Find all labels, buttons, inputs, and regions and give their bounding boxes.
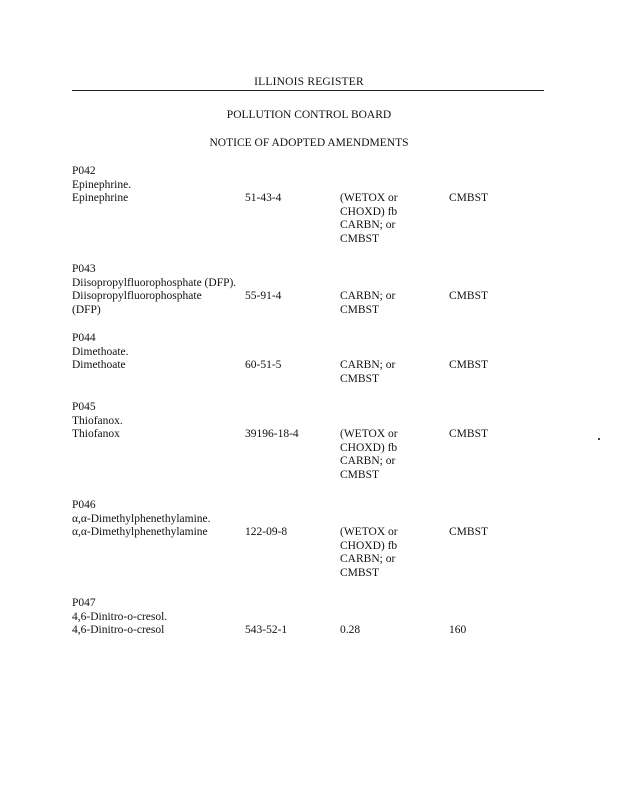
- waste-code: P044: [72, 332, 96, 344]
- constituent-row: [72, 290, 552, 316]
- waste-description: Diisopropylfluorophosphate (DFP).: [72, 276, 237, 289]
- nonwastewater-standard: CMBST: [449, 428, 488, 441]
- waste-entry: [72, 499, 552, 579]
- nonwastewater-standard: CMBST: [449, 192, 488, 205]
- wastewater-standard: (WETOX or CHOXD) fb CARBN; or CMBST: [340, 428, 398, 481]
- waste-code: P046: [72, 499, 96, 511]
- waste-description: α,α-Dimethylphenethylamine.: [72, 512, 211, 525]
- constituent-name: α,α-Dimethylphenethylamine: [72, 526, 208, 539]
- nonwastewater-standard: CMBST: [449, 359, 488, 372]
- waste-entry: [72, 165, 552, 245]
- nonwastewater-standard: 160: [449, 624, 467, 637]
- waste-description: Epinephrine.: [72, 178, 132, 191]
- waste-description: Thiofanox.: [72, 414, 123, 427]
- wastewater-standard: CARBN; or CMBST: [340, 359, 396, 385]
- constituent-row: [72, 526, 552, 579]
- constituent-name: Thiofanox: [72, 428, 120, 441]
- constituent-row: [72, 624, 552, 638]
- wastewater-standard: CARBN; or CMBST: [340, 290, 396, 316]
- wastewater-standard: 0.28: [340, 624, 361, 637]
- waste-description: 4,6-Dinitro-o-cresol.: [72, 610, 168, 623]
- cas-number: 543-52-1: [245, 624, 288, 637]
- agency-heading: POLLUTION CONTROL BOARD: [226, 109, 392, 121]
- waste-entry: [72, 332, 552, 385]
- constituent-row: [72, 428, 552, 481]
- wastewater-standard: (WETOX or CHOXD) fb CARBN; or CMBST: [340, 526, 398, 579]
- cas-number: 60-51-5: [245, 359, 282, 372]
- constituent-name: Epinephrine: [72, 192, 129, 205]
- cas-number: 39196-18-4: [245, 428, 299, 441]
- waste-code: P042: [72, 165, 96, 177]
- register-title: ILLINOIS REGISTER: [254, 76, 364, 88]
- cas-number: 122-09-8: [245, 526, 288, 539]
- constituent-row: [72, 359, 552, 385]
- constituent-name: 4,6-Dinitro-o-cresol: [72, 624, 165, 637]
- cas-number: 51-43-4: [245, 192, 282, 205]
- constituent-name: Diisopropylfluorophosphate (DFP): [72, 290, 202, 316]
- margin-mark: [598, 438, 600, 440]
- constituent-row: [72, 192, 552, 245]
- header-rule: [72, 90, 544, 91]
- constituent-name: Dimethoate: [72, 359, 126, 372]
- waste-entry: [72, 597, 552, 638]
- waste-code: P047: [72, 597, 96, 609]
- waste-code: P043: [72, 263, 96, 275]
- nonwastewater-standard: CMBST: [449, 526, 488, 539]
- cas-number: 55-91-4: [245, 290, 282, 303]
- nonwastewater-standard: CMBST: [449, 290, 488, 303]
- wastewater-standard: (WETOX or CHOXD) fb CARBN; or CMBST: [340, 192, 398, 245]
- waste-entry: [72, 401, 552, 481]
- waste-entry: [72, 263, 552, 316]
- waste-code: P045: [72, 401, 96, 413]
- waste-description: Dimethoate.: [72, 345, 129, 358]
- notice-heading: NOTICE OF ADOPTED AMENDMENTS: [209, 137, 409, 149]
